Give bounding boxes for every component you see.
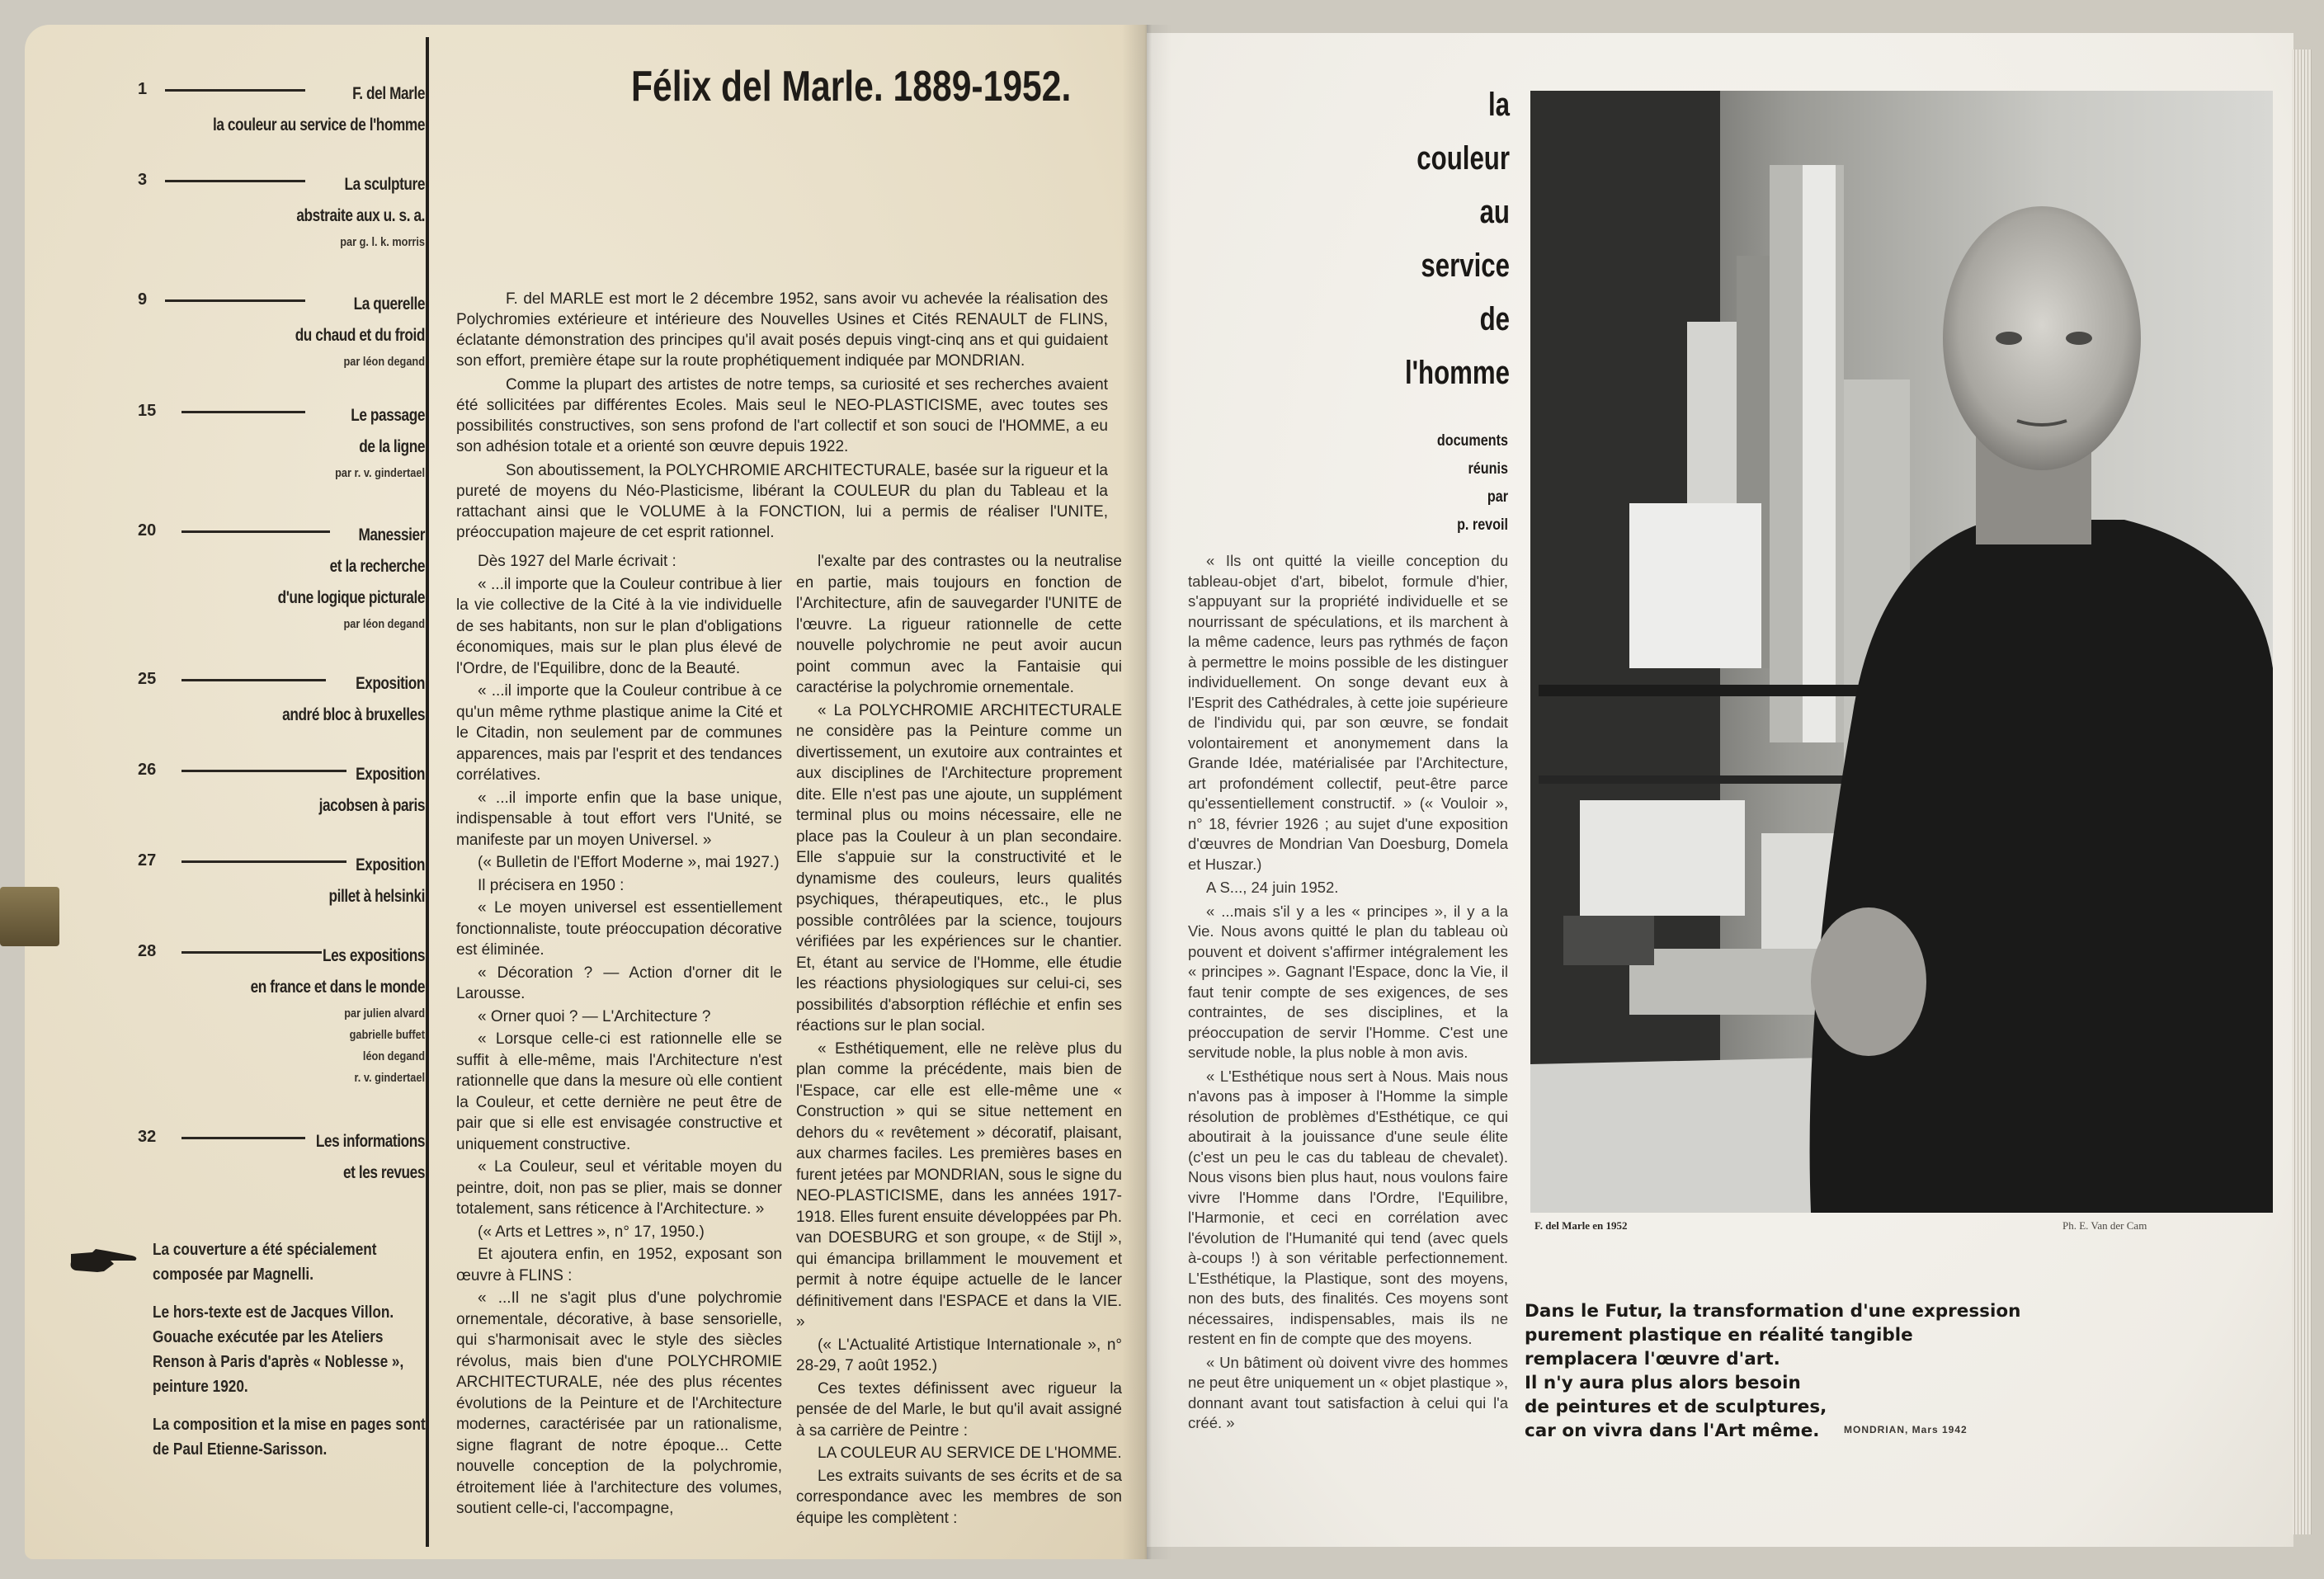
quote-line: de peintures et de sculptures, — [1525, 1397, 1827, 1417]
column-paragraph: Dès 1927 del Marle écrivait : — [478, 553, 676, 570]
column-paragraph: (« L'Actualité Artistique Internationale », n° 28-29, 7 août 1952.) — [796, 1336, 1122, 1374]
toc-author: par léon degand — [343, 617, 425, 631]
documents-line: documents — [1436, 432, 1508, 450]
credit-cover: La couverture a été spécialement composée par Magnelli. — [153, 1241, 377, 1284]
toc-entry — [128, 668, 425, 731]
column-paragraph: (« Arts et Lettres », n° 17, 1950.) — [478, 1223, 705, 1241]
toc-line: Les expositions — [323, 946, 425, 965]
column-paragraph: Les extraits suivants de ses écrits et de sa correspondance avec les membres de son équipe les complètent : — [796, 1467, 1122, 1527]
column-paragraph: (« Bulletin de l'Effort Moderne », mai 1927.) — [478, 854, 780, 871]
toc-page-number: 26 — [138, 761, 157, 779]
toc-line: Exposition — [356, 765, 425, 784]
toc-author: r. v. gindertael — [354, 1071, 425, 1085]
intro-paragraph: Comme la plupart des artistes de notre temps, sa curiosité et ses recherches avaient été sollicitées par différentes Ecoles. Mais seul le NEO-PLASTICISME, avec toutes ses possibilités constructives, son sens profond de l'art collectif et son souci de l'HOMME, a eu son adhésion totale et a orienté son œuvre depuis 1922. — [456, 376, 1108, 455]
toc-line: Exposition — [356, 674, 425, 693]
quote-line: Il n'y aura plus alors besoin — [1525, 1373, 1801, 1393]
title-word: la — [1487, 87, 1510, 123]
toc-page-number: 9 — [138, 290, 148, 309]
credit-hors-texte: Le hors-texte est de Jacques Villon. Gouache exécutée par les Ateliers Renson à Paris d'après « Noblesse », peinture 1920. — [153, 1303, 404, 1396]
toc-line: La sculpture — [344, 175, 425, 194]
documents-line: réunis — [1468, 460, 1508, 478]
quote-line: Dans le Futur, la transformation d'une expression — [1525, 1301, 2021, 1322]
toc-author: léon degand — [362, 1049, 425, 1063]
right-paragraph: A S..., 24 juin 1952. — [1206, 879, 1339, 896]
column-paragraph: Et ajoutera enfin, en 1952, exposant son œuvre à FLINS : — [456, 1246, 782, 1284]
toc-page-number: 20 — [138, 521, 157, 540]
toc-entry — [128, 169, 425, 253]
documents-line: par — [1487, 488, 1508, 506]
column-paragraph: Il précisera en 1950 : — [478, 876, 625, 894]
toc-page-number: 25 — [138, 670, 157, 688]
article-title: Félix del Marle. 1889-1952. — [631, 63, 1072, 111]
title-word: service — [1421, 247, 1510, 284]
photo-caption: F. del Marle en 1952 — [1534, 1219, 1628, 1232]
column-paragraph: « ...Il ne s'agit plus d'une polychromie ornementale, décorative, à base sensorielle, qui s'harmonisait avec le style des siècles révolus, mais bien d'une POLYCHROMIE ARCHITECTURALE, née des plus récentes évolutions de la Peinture et de l'Architecture modernes, caractérisée par un rationalisme, signe flagrant de notre époque... Cette nouvelle conception de la polychromie, étroitement liée à l'architecture des volumes, soutient celle-ci, l'accompagne, — [456, 1289, 782, 1517]
toc-author: par léon degand — [343, 355, 425, 369]
toc-entry — [128, 289, 425, 373]
right-paragraph: « Un bâtiment où doivent vivre des hommes ne peut être uniquement un « objet plastique », donnant avant tout satisfaction à celui qui l'a créé. » — [1188, 1353, 1508, 1431]
toc-entry — [128, 759, 425, 822]
title-word: au — [1479, 194, 1510, 230]
article-intro — [456, 289, 1108, 546]
toc-page-number: 28 — [138, 942, 157, 960]
toc-entry — [128, 78, 425, 141]
column-paragraph: « Lorsque celle-ci est rationnelle elle se suffit à elle-même, mais l'Architecture n'est rationnelle que dans la mesure où elle contient la Couleur, et cette dernière ne peut être de pair que si elle est envisagée constructive et uniquement constructive. — [456, 1030, 782, 1153]
intro-paragraph: Son aboutissement, la POLYCHROMIE ARCHITECTURALE, basée sur la rigueur et la pureté de moyens du Néo-Plasticisme, libérant la COULEUR du plan du Tableau et la rattachant ainsi que le VOLUME à la FONCTION, lui a permis de réaliser l'UNITE, préoccupation majeure de cet esprit rationnel. — [456, 462, 1108, 541]
quote-source: MONDRIAN, Mars 1942 — [1844, 1424, 1968, 1435]
toc-line: d'une logique picturale — [277, 588, 425, 607]
toc-page-number: 1 — [138, 80, 148, 98]
toc-line: andré bloc à bruxelles — [282, 705, 425, 724]
article-column-2 — [796, 551, 1122, 1530]
toc-author: par julien alvard — [344, 1006, 425, 1020]
portrait-photo-graphic — [1530, 91, 2273, 1213]
right-paragraph: « ...mais s'il y a les « principes », il y a la Vie. Nous avons quitté le plan du tableau où pouvent et doivent s'affirmer intégralement les « principes ». Gagnant l'Espace, donc la Vie, il faut tenir compte de ses exigences, de ses contraintes, de ses disciplines, et la préoccupation de servir l'Homme. C'est une servitude noble, la plus noble à mon avis. — [1188, 902, 1508, 1061]
page-edges — [2292, 49, 2312, 1534]
quote-line: remplacera l'œuvre d'art. — [1525, 1349, 1780, 1369]
column-paragraph: « Le moyen universel est essentiellement fonctionnaliste, toute préoccupation décorative est éliminée. — [456, 899, 782, 959]
column-paragraph: « La Couleur, seul et véritable moyen du peintre, doit, non pas se plier, mais se donner totalement, sans réticence à l'Architecture. » — [456, 1158, 782, 1218]
toc-line: en france et dans le monde — [250, 978, 425, 997]
documents-credit — [1348, 427, 1508, 540]
toc-page-number: 3 — [138, 171, 148, 189]
column-paragraph: « La POLYCHROMIE ARCHITECTURALE ne considère pas la Peinture comme un divertissement, un exutoire aux contraintes et aux disciplines de l'Architecture proprement dite. Elle n'est pas une ajoute, un supplément terminal plus ou moins nécessaire, elle ne place pas la Couleur à un plan secondaire. Elle s'appuie sur la constructivité et le dynamisme des couleurs, leurs qualités psychiques, thérapeutiques, etc., le plus possible contrôlées par la science, toujours vérifiées par les expériences sur le chantier. Et, étant au service de l'Homme, elle étudie les réactions physiologiques sur celui-ci, ses possibilités d'absorption réfléchie et enfin ses réactions sur le plan social. — [796, 701, 1122, 1035]
title-word: l'homme — [1404, 355, 1510, 391]
toc-entry — [128, 940, 425, 1089]
title-word: couleur — [1417, 140, 1510, 177]
column-paragraph: « ...il importe que la Couleur contribue à ce qu'un même rythme plastique anime la Cité et le Citadin, non seulement par de communes apparences, mais par l'esprit et des tendances corrélatives. — [456, 682, 782, 784]
toc-line: La querelle — [353, 295, 425, 313]
right-title — [1342, 78, 1510, 400]
toc-entry — [128, 1126, 425, 1189]
column-paragraph: « Orner quoi ? — L'Architecture ? — [478, 1007, 711, 1025]
toc-author: par g. l. k. morris — [340, 235, 425, 249]
portrait-photo — [1530, 91, 2273, 1213]
toc-entry — [128, 400, 425, 484]
toc-line: de la ligne — [359, 437, 425, 456]
pointing-hand-icon — [68, 1244, 142, 1277]
column-paragraph: « Décoration ? — Action d'orner dit le Larousse. — [456, 964, 782, 1002]
column-paragraph: LA COULEUR AU SERVICE DE L'HOMME. — [818, 1445, 1122, 1462]
credit-layout: La composition et la mise en pages sont de Paul Etienne-Sarisson. — [153, 1416, 426, 1459]
right-paragraph: « L'Esthétique nous sert à Nous. Mais nous n'avons pas à imposer à l'Homme la simple résolution de problèmes d'Esthétique, ce qui aboutirait à la jouissance d'une seule élite (c'est un peu le cas du tableau de chevalet). Nous visons bien plus haut, nous voulons faire vivre l'Homme dans l'Ordre, l'Equilibre, l'Harmonie, et ceci en corrélation avec l'évolution de l'Humanité qui tend (avec quels à-coups !) à son véritable perfectionnement. L'Esthétique, la Plastique, sont des moyens, non des buts, des finalités. Ces moyens sont nécessaires, indispensables, mais ils ne restent en fin de compte que des moyens. — [1188, 1067, 1508, 1347]
toc-author: par r. v. gindertael — [335, 466, 425, 480]
photo-credit: Ph. E. Van der Cam — [2062, 1219, 2147, 1232]
right-paragraph: « Ils ont quitté la vieille conception du tableau-objet d'art, bibelot, formule d'hier, s'appuyant sur la propriété individuelle et se nourrissant de spéculations, et ils marchent à la même cadence, leurs pas rythmés de façon à permettre le moins possible de les distinguer individuellement. On songe devant eux à l'Esprit des Cathédrales, à cette joie supérieure de l'individu qui, par son œuvre, se fondait volontairement et anonymement dans la Grande Idée, matérialisée par l'Architecture, art profondément collectif, peut-être parce qu'essentiellement constructif. » (« Vouloir », n° 18, février 1926 ; au sujet d'une exposition d'œuvres de Mondrian Van Doesburg, Domela et Huszar.) — [1188, 552, 1508, 873]
toc-author: gabrielle buffet — [349, 1028, 425, 1042]
quote-line: car on vivra dans l'Art même. — [1525, 1421, 1820, 1441]
toc-line: Manessier — [358, 526, 425, 544]
column-paragraph: « ...il importe enfin que la base unique, indispensable à tout effort vers l'Unité, se manifeste par un moyen Universel. » — [456, 789, 782, 849]
toc-line: abstraite aux u. s. a. — [296, 206, 425, 225]
documents-line: p. revoil — [1457, 516, 1508, 534]
column-paragraph: l'exalte par des contrastes ou la neutralise en partie, mais toujours en fonction de l'Architecture, afin de sauvegarder l'UNITE de l'œuvre. La rigueur rationnelle de cette nouvelle polychromie ne peut avoir aucun point commun avec la Fantaisie qui caractérise la polychromie ornementale. — [796, 553, 1122, 696]
binder-clip — [0, 887, 59, 946]
toc-line: Le passage — [351, 406, 425, 425]
title-word: de — [1479, 301, 1510, 337]
right-column — [1188, 551, 1508, 1437]
column-paragraph: Ces textes définissent avec rigueur la pensée de del Marle, le but qu'il avait assigné à sa carrière de Peintre : — [796, 1379, 1122, 1440]
credits — [153, 1237, 437, 1475]
article-column-1 — [456, 551, 782, 1521]
toc-entry — [128, 850, 425, 912]
intro-paragraph: F. del MARLE est mort le 2 décembre 1952, sans avoir vu achevée la réalisation des Polychromies extérieure et intérieure des Nouvelles Usines et Cités RENAULT de FLINS, éclatante démonstration des principes qu'il avait posés depuis vingt-cinq ans et qui guidaient son effort, première étape sur la route prophétiquement indiquée par MONDRIAN. — [456, 290, 1108, 370]
toc-page-number: 15 — [138, 402, 157, 420]
toc-page-number: 32 — [138, 1128, 157, 1146]
mondrian-quote — [1525, 1299, 2119, 1443]
toc-line: la couleur au service de l'homme — [212, 115, 425, 134]
toc-entry — [128, 520, 425, 635]
quote-line: purement plastique en réalité tangible — [1525, 1325, 1913, 1346]
toc-line: Les informations — [315, 1132, 425, 1151]
toc-line: pillet à helsinki — [328, 887, 425, 906]
toc-line: jacobsen à paris — [318, 796, 425, 815]
toc-line: Exposition — [356, 855, 425, 874]
toc-page-number: 27 — [138, 851, 157, 870]
book-gutter — [1122, 25, 1171, 1559]
column-paragraph: « Esthétiquement, elle ne relève plus du plan comme la précédente, mais bien de l'Espace, car elle est elle-même une « Construction » qui se situe nettement en dehors du « revêtement » décoratif, plaisant, aux charmes faciles. Les premières bases en furent jetées par MONDRIAN, sous le signe du NEO-PLASTICISME, dans les années 1917-1918. Elles furent ensuite développées par Ph. van DOESBURG et son groupe, « de Stijl », qui émancipa brillamment le mouvement et permit à notre équipe actuelle de le lancer définitivement dans l'ESPACE et dans la VIE. » — [796, 1039, 1122, 1331]
toc-line: du chaud et du froid — [295, 326, 425, 345]
column-paragraph: « ...il importe que la Couleur contribue à lier la vie collective de la Cité à la vie individuelle de ses habitants, non sur le plan d'obligations économiques, mais sur le plan plus élevé de l'Ordre, de l'Equilibre, donc de la Beauté. — [456, 575, 782, 677]
toc-line: et la recherche — [329, 557, 425, 576]
toc-line: et les revues — [342, 1163, 425, 1182]
toc-line: F. del Marle — [352, 84, 425, 103]
